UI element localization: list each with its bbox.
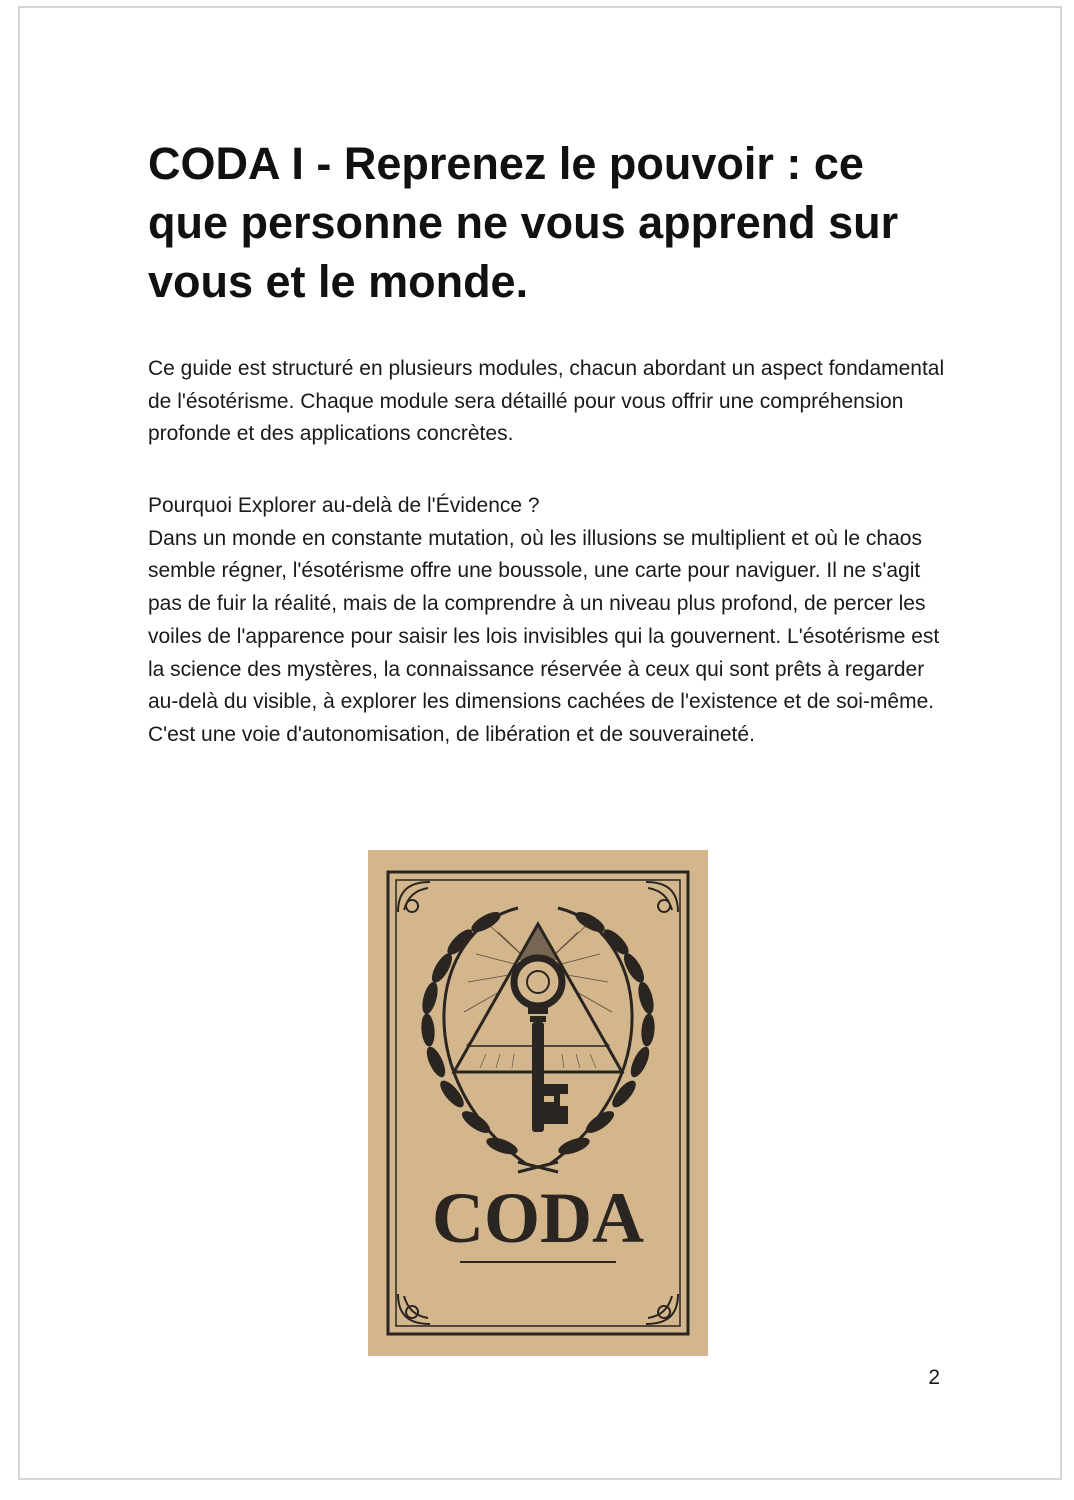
page-title: CODA I - Reprenez le pouvoir : ce que personne ne vous apprend sur vous et le monde. (148, 138, 899, 307)
section-block (148, 490, 948, 752)
coda-card-graphic (368, 850, 708, 1356)
section-heading: Pourquoi Explorer au-delà de l'Évidence ? (148, 494, 540, 517)
document-page (18, 6, 1062, 1480)
intro-paragraph: Ce guide est structuré en plusieurs modules, chacun abordant un aspect fondamental de l'ésotérisme. Chaque module sera détaillé pour vous offrir une compréhension profonde et des applications concrètes. (148, 357, 945, 446)
coda-illustration (368, 850, 708, 1356)
page-number: 2 (928, 1366, 940, 1389)
coda-logo-text: CODA (432, 1178, 644, 1258)
section-paragraph: Dans un monde en constante mutation, où les illusions se multiplient et où le chaos semble régner, l'ésotérisme offre une boussole, une carte pour naviguer. Il ne s'agit pas de fuir la réalité, mais de la comprendre à un niveau plus profond, de percer les voiles de l'apparence pour saisir les lois invisibles qui la gouvernent. L'ésotérisme est la science des mystères, la connaissance réservée à ceux qui sont prêts à regarder au-delà du visible, à explorer les dimensions cachées de l'existence et de soi-même. C'est une voie d'autonomisation, de libération et de souveraineté. (148, 526, 940, 746)
